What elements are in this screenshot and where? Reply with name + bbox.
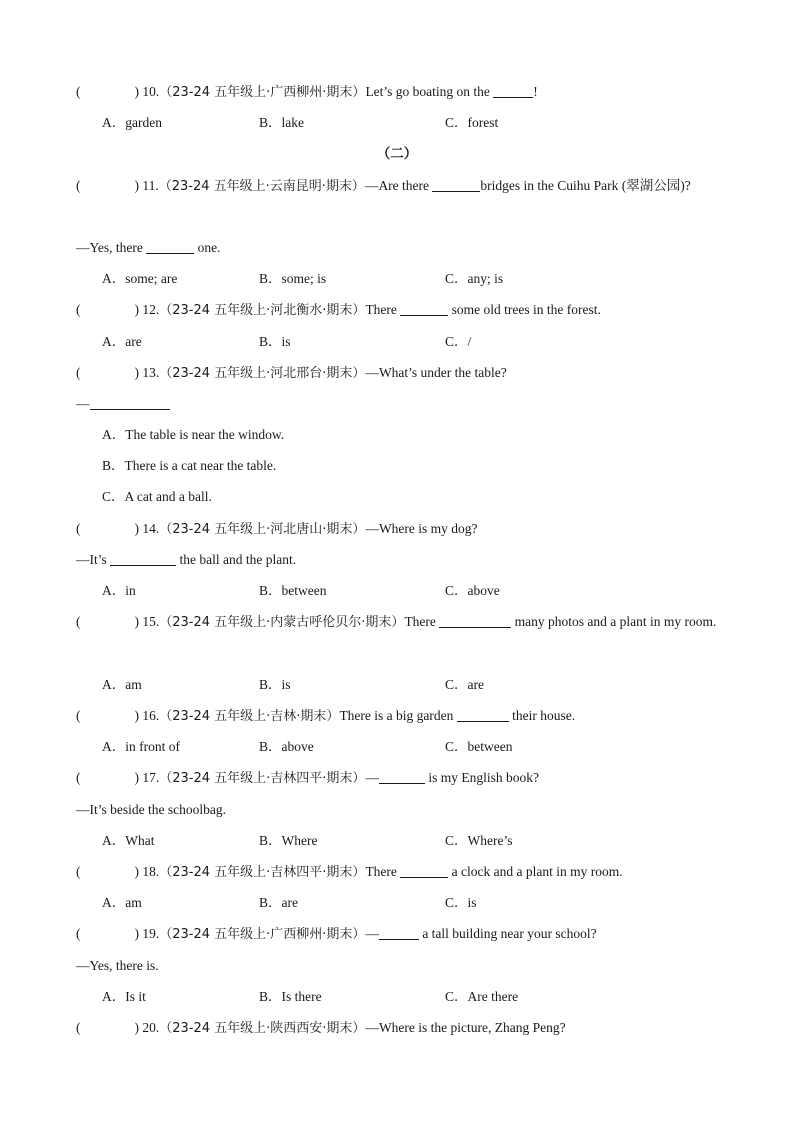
question-11: ( ) 11.（23-24 五年级上·云南昆明·期末）—Are there bridges in the Cuihu Park (翠湖公园)? (76, 178, 691, 194)
option-a[interactable]: A．Is it (102, 989, 146, 1004)
option-b[interactable]: B．some; is (259, 271, 327, 286)
question-14: ( ) 14.（23-24 五年级上·河北唐山·期末）—Where is my dog? (76, 521, 478, 537)
blank[interactable] (379, 925, 419, 940)
reply-17: —It’s beside the schoolbag. (76, 802, 226, 817)
option-c[interactable]: C．are (445, 677, 484, 692)
blank[interactable] (457, 707, 509, 722)
option-b[interactable]: B．are (259, 895, 298, 910)
blank[interactable] (439, 613, 511, 628)
question-17: ( ) 17.（23-24 五年级上·吉林四平·期末）— is my English book? (76, 770, 539, 786)
option-c[interactable]: C．any; is (445, 271, 504, 286)
blank[interactable] (400, 863, 448, 878)
option-c[interactable]: C．A cat and a ball. (102, 489, 212, 504)
option-c[interactable]: C．between (445, 739, 513, 754)
question-20: ( ) 20.（23-24 五年级上·陕西西安·期末）—Where is the picture, Zhang Peng? (76, 1020, 566, 1036)
question-18: ( ) 18.（23-24 五年级上·吉林四平·期末）There a clock and a plant in my room. (76, 864, 623, 880)
blank[interactable] (90, 395, 170, 410)
option-a[interactable]: A．some; are (102, 271, 178, 286)
section-title: （二） (376, 146, 418, 162)
blank[interactable] (379, 769, 425, 784)
option-b[interactable]: B．Where (259, 833, 318, 848)
reply-14: —It’s the ball and the plant. (76, 552, 297, 567)
option-b[interactable]: B．is (259, 677, 291, 692)
option-b[interactable]: B．is (259, 334, 291, 349)
question-16: ( ) 16.（23-24 五年级上·吉林·期末）There is a big garden their house. (76, 708, 576, 724)
question-19: ( ) 19.（23-24 五年级上·广西柳州·期末）— a tall building near your school? (76, 926, 597, 942)
option-a[interactable]: A．garden (102, 115, 162, 130)
option-a[interactable]: A．What (102, 833, 155, 848)
option-c[interactable]: C．is (445, 895, 477, 910)
question-10: ( ) 10.（23-24 五年级上·广西柳州·期末）Let’s go boating on the ! (76, 84, 538, 100)
option-c[interactable]: C．above (445, 583, 500, 598)
reply-19: —Yes, there is. (76, 958, 159, 973)
blank[interactable] (146, 239, 194, 254)
option-c[interactable]: C．/ (445, 334, 472, 349)
option-c[interactable]: C．Where’s (445, 833, 513, 848)
option-a[interactable]: A．in (102, 583, 136, 598)
option-a[interactable]: A．am (102, 677, 142, 692)
question-13: ( ) 13.（23-24 五年级上·河北邢台·期末）—What’s under the table? (76, 365, 507, 381)
option-b[interactable]: B．There is a cat near the table. (102, 458, 277, 473)
option-b[interactable]: B．Is there (259, 989, 322, 1004)
option-a[interactable]: A．in front of (102, 739, 180, 754)
reply-13: — (76, 394, 734, 414)
blank[interactable] (493, 83, 533, 98)
option-a[interactable]: A．are (102, 334, 142, 349)
option-b[interactable]: B．lake (259, 115, 304, 130)
blank[interactable] (432, 177, 480, 192)
reply-11: —Yes, there one. (76, 240, 221, 255)
option-b[interactable]: B．between (259, 583, 327, 598)
question-12: ( ) 12.（23-24 五年级上·河北衡水·期末）There some old trees in the forest. (76, 302, 601, 318)
option-c[interactable]: C．forest (445, 115, 499, 130)
blank[interactable] (400, 301, 448, 316)
question-15: ( ) 15.（23-24 五年级上·内蒙古呼伦贝尔·期末）There many photos and a plant in my room. (76, 614, 717, 630)
option-a[interactable]: A．The table is near the window. (102, 427, 285, 442)
option-b[interactable]: B．above (259, 739, 314, 754)
blank[interactable] (110, 551, 176, 566)
option-a[interactable]: A．am (102, 895, 142, 910)
option-c[interactable]: C．Are there (445, 989, 519, 1004)
